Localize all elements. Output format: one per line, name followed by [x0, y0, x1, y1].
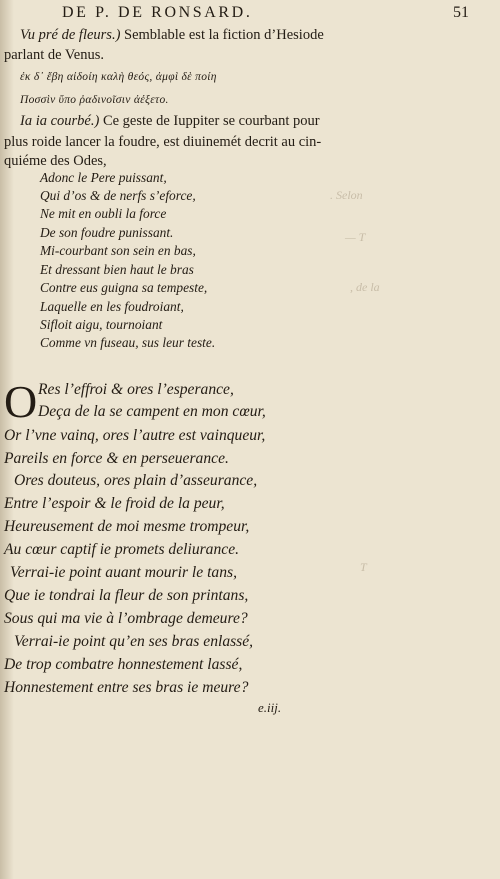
signature-mark: e.iij. — [258, 700, 282, 715]
sonnet-line: Deça de la se campent en mon cœur, — [38, 403, 266, 420]
sonnet-line: Honnestement entre ses bras ie meure? — [4, 679, 249, 696]
commentary-line-1 — [20, 27, 324, 44]
show-through-mark: — T — [345, 230, 366, 244]
sonnet-line: Entre l’espoir & le froid de la peur, — [4, 495, 225, 512]
sonnet-line: Au cœur captif ie promets deliurance. — [4, 541, 240, 558]
quoted-verse: Laquelle en les foudroiant, — [40, 299, 184, 314]
commentary-line-3 — [20, 113, 320, 130]
quoted-verse: Mi-courbant son sein en bas, — [40, 243, 196, 258]
running-title: DE P. DE RONSARD. — [62, 4, 253, 21]
commentary-line-5: quiéme des Odes, — [4, 153, 107, 169]
sonnet-line: Verrai-ie point qu’en ses bras enlassé, — [14, 633, 254, 650]
show-through-mark: . Selon — [330, 188, 363, 202]
quoted-verse: Qui d’os & de nerfs s’eforce, — [40, 188, 196, 203]
sonnet-line: Res l’effroi & ores l’esperance, — [38, 381, 234, 398]
quoted-verse: Comme vn fuseau, sus leur teste. — [40, 335, 216, 350]
sonnet-line: De trop combatre honnestement lassé, — [4, 656, 243, 673]
sonnet-line: Or l’vne vainq, ores l’autre est vainqueur, — [4, 427, 266, 444]
greek-quote-line-2: Ποσσὶν ὕπο ῥαδινοῖσιν ἀέξετο. — [20, 94, 169, 106]
commentary-line-4: plus roide lancer la foudre, est diuinemét decrit au cin- — [4, 134, 322, 150]
quoted-verse: Ne mit en oubli la force — [40, 206, 167, 221]
quoted-verse: Contre eus guigna sa tempeste, — [40, 280, 208, 295]
show-through-mark: T — [360, 560, 367, 574]
sonnet-line: Sous qui ma vie à l’ombrage demeure? — [4, 610, 248, 627]
commentary-text: Semblable est la fiction d’Hesiode — [120, 27, 324, 43]
quoted-verse: Adonc le Pere puissant, — [40, 170, 167, 185]
sonnet-line: Verrai-ie point auant mourir le tans, — [10, 564, 237, 581]
greek-quote-line-1: ἐκ δ᾽ ἔβη αἰδοίη καλὴ θεός, ἀμφὶ δὲ ποίη — [20, 71, 217, 83]
sonnet-line: Ores douteus, ores plain d’asseurance, — [14, 472, 258, 489]
lemma: Vu pré de fleurs.) — [20, 27, 121, 43]
lemma: Ia ia courbé.) — [20, 113, 100, 129]
commentary-line-2: parlant de Venus. — [4, 47, 104, 63]
sonnet-line: Que ie tondrai la fleur de son printans, — [4, 587, 249, 604]
quoted-verse: Sifloit aigu, tournoiant — [40, 317, 163, 332]
commentary-text: Ce geste de Iuppiter se courbant pour — [99, 113, 320, 129]
sonnet-line: Pareils en force & en perseuerance. — [4, 450, 229, 467]
quoted-verse: De son foudre punissant. — [40, 225, 174, 240]
quoted-verse: Et dressant bien haut le bras — [40, 262, 194, 277]
page-number: 51 — [453, 4, 469, 21]
show-through-mark: , de la — [350, 280, 380, 294]
sonnet-line: Heureusement de moi mesme trompeur, — [4, 518, 250, 535]
drop-cap: O — [4, 376, 38, 427]
